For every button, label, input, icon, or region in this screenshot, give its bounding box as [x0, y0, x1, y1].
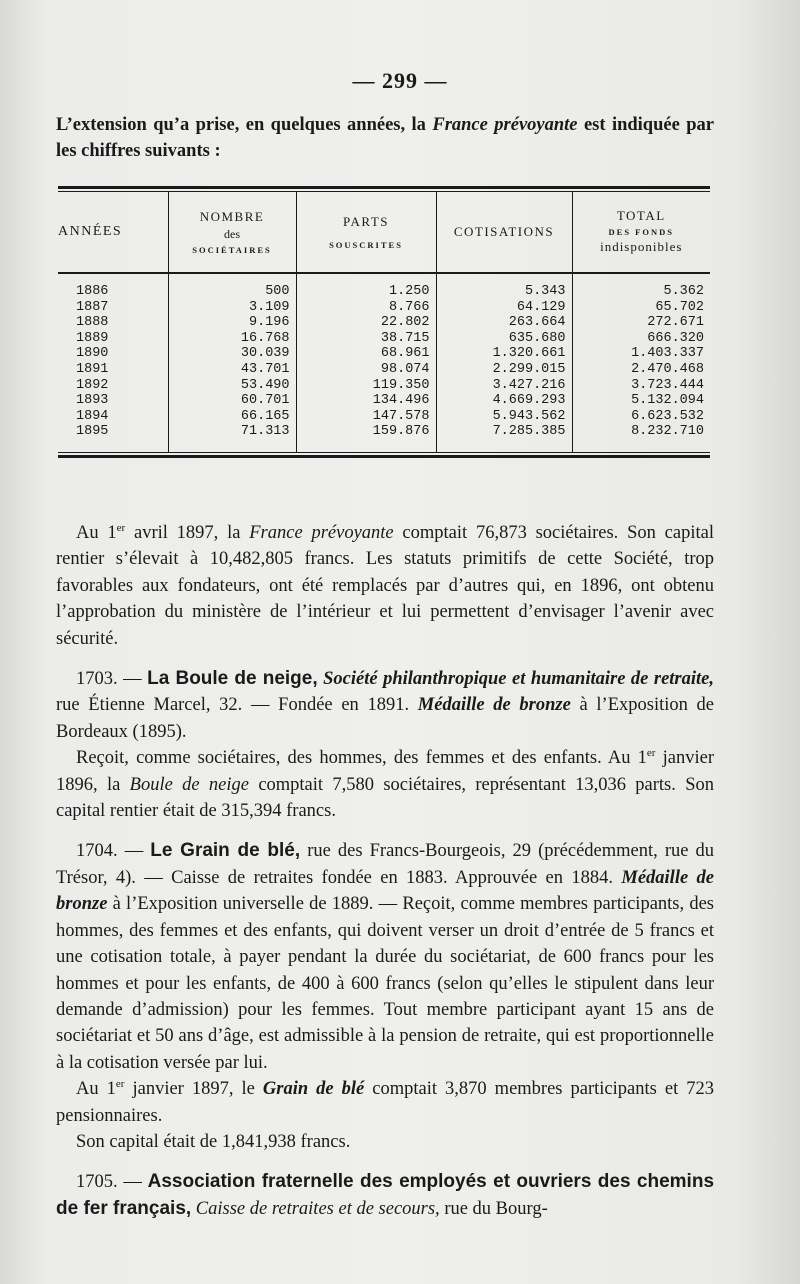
intro-part1: L’extension qu’a prise, en quelques années, la — [56, 115, 433, 135]
entry-1705: 1705. — Association fraternelle des employés et ouvriers des chemins de fer français, Caisse de retraites et de secours, rue du Bourg- — [56, 1171, 715, 1219]
table-row: 1895 71.313 159.876 7.285.385 8.232.710 — [58, 424, 710, 452]
table-row: 1892 53.490 119.350 3.427.216 3.723.444 — [58, 378, 710, 394]
header-total: TOTAL DES FONDS indisponibles — [572, 192, 710, 273]
table-bottom-rule — [58, 455, 710, 458]
table-row: 1887 3.109 8.766 64.129 65.702 — [58, 300, 710, 316]
page-number: — 299 — — [352, 68, 448, 93]
table-row: 1894 66.165 147.578 5.943.562 6.623.532 — [58, 409, 710, 425]
statistics-table — [58, 186, 710, 458]
entry-1704-capital: Son capital était de 1,841,938 francs. — [76, 1131, 351, 1152]
table-row: 1891 43.701 98.074 2.299.015 2.470.468 — [58, 362, 710, 378]
header-parts: PARTS SOUSCRITES — [296, 192, 436, 273]
entry-1703: 1703. — La Boule de neige, Société philanthropique et humanitaire de retraite, rue Étienne Marcel, 32. — Fondée en 1891. Médaille de bronze à l’Exposition de Bordeaux (1895). — [56, 668, 715, 742]
table-row: 1890 30.039 68.961 1.320.661 1.403.337 — [58, 346, 710, 362]
table-row: 1893 60.701 134.496 4.669.293 5.132.094 — [58, 393, 710, 409]
table-header-row — [58, 192, 710, 273]
header-cotisations: COTISATIONS — [436, 192, 572, 273]
table-row: 1886 500 1.250 5.343 5.362 — [58, 273, 710, 300]
table-row: 1889 16.768 38.715 635.680 666.320 — [58, 331, 710, 347]
header-annees: ANNÉES — [58, 224, 123, 239]
intro-text — [56, 112, 714, 165]
intro-part2: est indiquée par les chiffres suivants : — [56, 115, 714, 162]
entry-1704: 1704. — Le Grain de blé, rue des Francs-Bourgeois, 29 (précédemment, rue du Trésor, 4). — Caisse de retraites fondée en 1883. Approuvée en 1884. Médaille de bronze à l’Exposition universelle de 1889. — Reçoit, comme membres participants, des hommes, des femmes et des enfants, qui doivent verser un droit d’entrée de 5 francs et une cotisation totale, à payer pendant la durée du sociétariat, de 600 francs pour les hommes et pour les enfants, de 400 à 600 francs (selon qu’elles le stipulent dans leur demande d’admission) pour les femmes. Tout membre participant ayant 15 ans de sociétariat et 50 ans d’âge, est admissible à la pension de retraite, qui est proportionnelle à la cotisation versée par lui. — [56, 840, 715, 1073]
entry-1703-details: Reçoit, comme sociétaires, des hommes, des femmes et des enfants. Au 1er janvier 1896, la Boule de neige comptait 7,580 sociétaires, représentant 13,036 parts. Son capital rentier était de 315,394 francs. — [56, 747, 714, 822]
intro-france-italic: France prévoyante — [432, 115, 578, 135]
body-text — [56, 520, 714, 1222]
entry-1704-details: Au 1er janvier 1897, le Grain de blé comptait 3,870 membres participants et 723 pensionnaires. — [56, 1078, 714, 1126]
paragraph-april-1897: Au 1er avril 1897, la France prévoyante comptait 76,873 sociétaires. Son capital rentier s’élevait à 10,482,805 francs. Les statuts primitifs de cette Société, trop favorables aux fondateurs, ont été remplacés par d’autres qui, en 1896, ont obtenu l’approbation du ministère de l’intérieur et lui permettent d’envisager l’avenir avec sécurité. — [56, 522, 714, 649]
header-nombre: NOMBRE des SOCIÉTAIRES — [168, 192, 296, 273]
table-row: 1888 9.196 22.802 263.664 272.671 — [58, 315, 710, 331]
